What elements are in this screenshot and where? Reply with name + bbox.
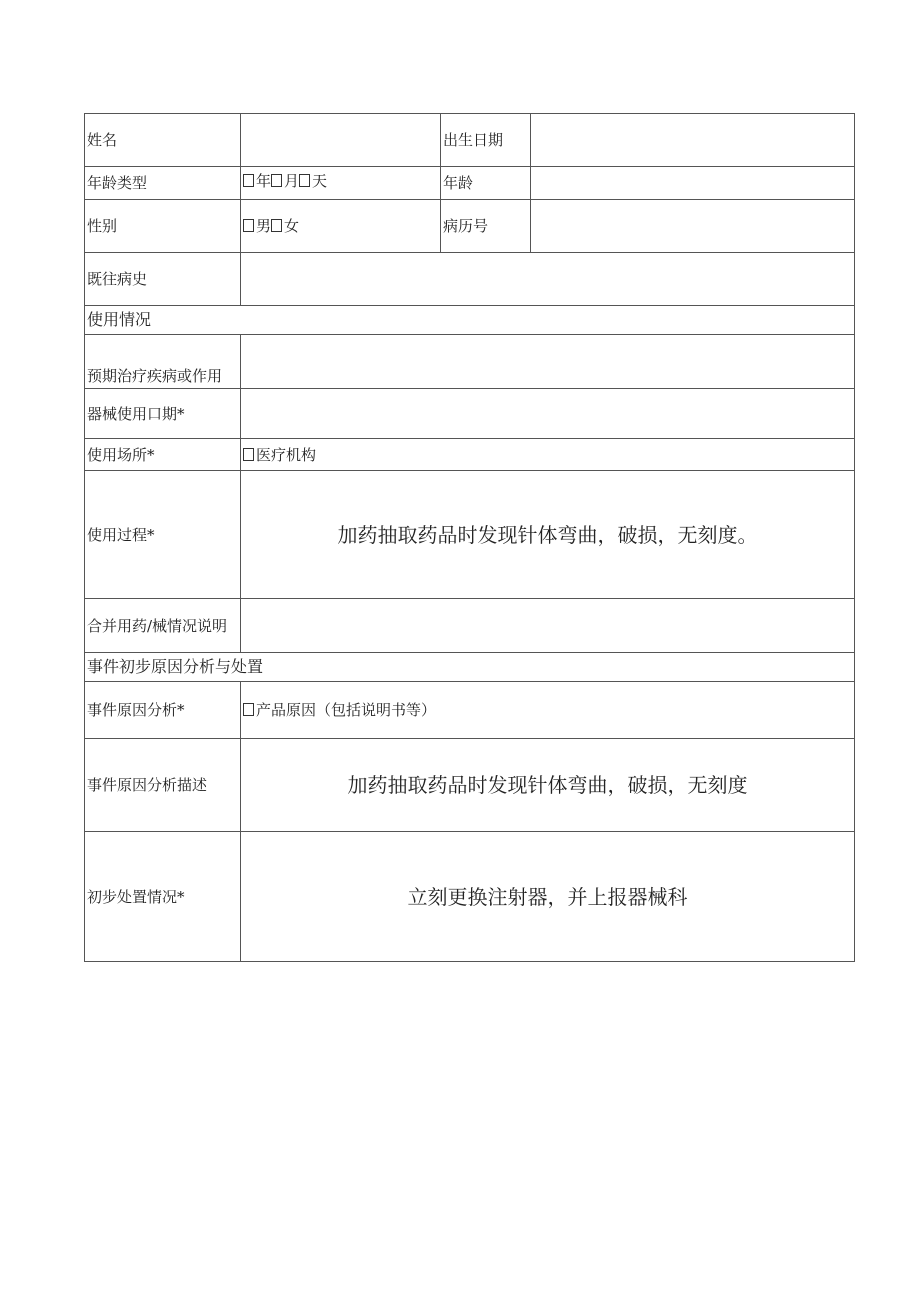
place-option[interactable]: 医疗机构	[241, 439, 855, 471]
table-row	[85, 114, 855, 167]
table-row	[85, 167, 855, 200]
process-field[interactable]: 加药抽取药品时发现针体弯曲，破损，无刻度。	[241, 471, 855, 599]
cause-option[interactable]: 产品原因（包括说明书等）	[241, 682, 855, 739]
checkbox-icon	[271, 219, 282, 232]
table-row	[85, 682, 855, 739]
birth-date-label: 出生日期	[441, 114, 531, 167]
checkbox-icon	[243, 174, 254, 187]
purpose-field[interactable]	[241, 335, 855, 389]
age-label: 年龄	[441, 167, 531, 200]
cause-description-field[interactable]: 加药抽取药品时发现针体弯曲，破损，无刻度	[241, 739, 855, 832]
record-number-label: 病历号	[441, 200, 531, 253]
process-label: 使用过程*	[85, 471, 241, 599]
checkbox-icon	[243, 703, 254, 716]
sex-options	[241, 200, 441, 253]
place-label: 使用场所*	[85, 439, 241, 471]
table-row	[85, 389, 855, 439]
table-row	[85, 306, 855, 335]
handling-field[interactable]: 立刻更换注射器，并上报器械科	[241, 832, 855, 962]
record-number-field[interactable]	[531, 200, 855, 253]
table-row	[85, 599, 855, 653]
age-field[interactable]	[531, 167, 855, 200]
cause-description-label: 事件原因分析描述	[85, 739, 241, 832]
checkbox-icon	[299, 174, 310, 187]
age-type-year-checkbox[interactable]: 年	[243, 172, 271, 190]
cause-label: 事件原因分析*	[85, 682, 241, 739]
use-date-field[interactable]	[241, 389, 855, 439]
combined-field[interactable]	[241, 599, 855, 653]
cause-section-heading: 事件初步原因分析与处置	[85, 653, 855, 682]
table-row	[85, 253, 855, 306]
checkbox-icon	[243, 219, 254, 232]
table-row	[85, 653, 855, 682]
table-row	[85, 439, 855, 471]
history-field[interactable]	[241, 253, 855, 306]
age-type-day-checkbox[interactable]: 天	[299, 172, 327, 190]
age-type-month-checkbox[interactable]: 月	[271, 172, 299, 190]
name-label: 姓名	[85, 114, 241, 167]
table-row	[85, 335, 855, 389]
table-row	[85, 200, 855, 253]
name-field[interactable]	[241, 114, 441, 167]
age-type-options	[241, 167, 441, 200]
age-type-label: 年龄类型	[85, 167, 241, 200]
table-row	[85, 832, 855, 962]
purpose-label: 预期治疗疾病或作用	[85, 335, 241, 389]
checkbox-icon	[243, 448, 254, 461]
table-row	[85, 471, 855, 599]
history-label: 既往病史	[85, 253, 241, 306]
use-date-label: 器械使用口期*	[85, 389, 241, 439]
checkbox-icon	[271, 174, 282, 187]
event-report-table	[84, 113, 855, 962]
handling-label: 初步处置情况*	[85, 832, 241, 962]
usage-section-heading: 使用情况	[85, 306, 855, 335]
table-row	[85, 739, 855, 832]
combined-label: 合并用药/械情况说明	[85, 599, 241, 653]
birth-date-field[interactable]	[531, 114, 855, 167]
sex-label: 性别	[85, 200, 241, 253]
sex-female-checkbox[interactable]: 女	[271, 217, 299, 235]
sex-male-checkbox[interactable]: 男	[243, 217, 271, 235]
